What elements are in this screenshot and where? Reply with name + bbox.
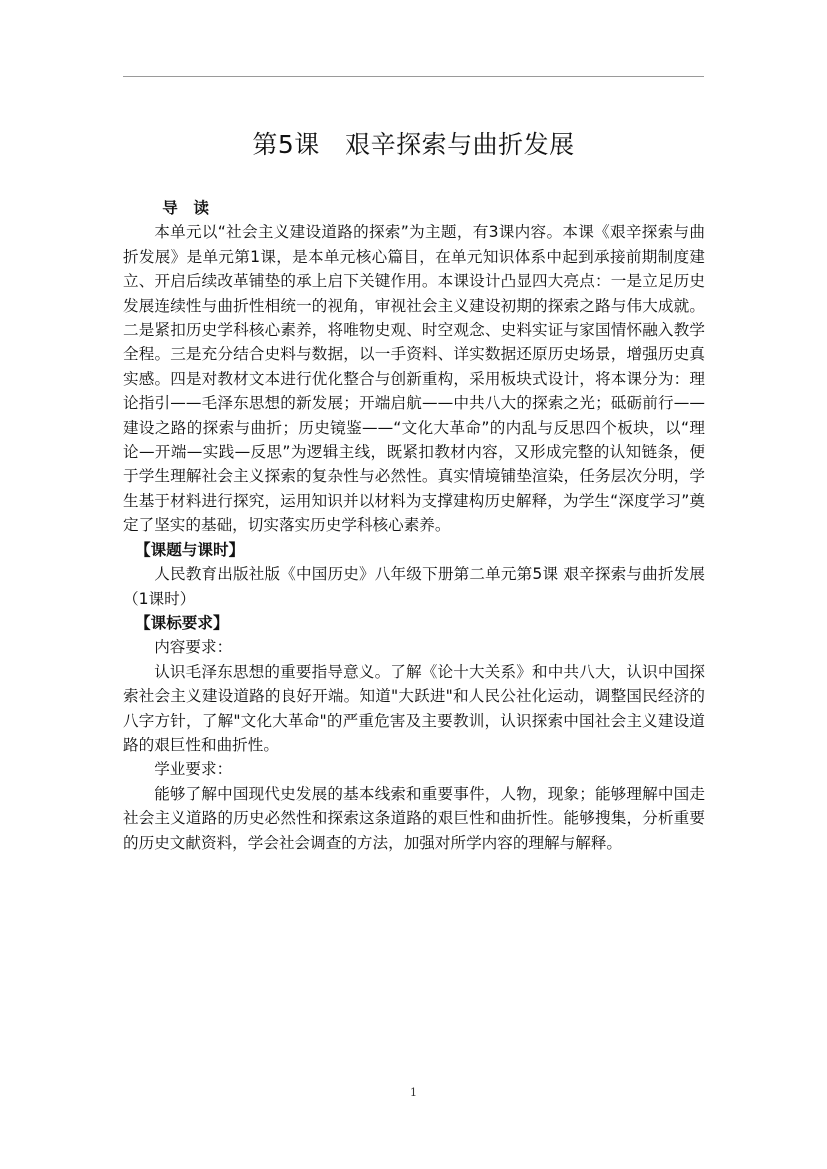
- topic-paragraph: 人民教育出版社版《中国历史》八年级下册第二单元第5课 艰辛探索与曲折发展（1课时）: [123, 565, 705, 608]
- academic-requirements-label: 学业要求：: [154, 760, 233, 779]
- daodu-heading: 导 读: [162, 199, 209, 217]
- topic-heading: 【课题与课时】: [135, 540, 245, 559]
- document-body: [123, 196, 705, 855]
- header-rule: [123, 76, 704, 77]
- daodu-paragraph: 本单元以“社会主义建设道路的探索”为主题，有3课内容。本课《艰辛探索与曲折发展》是单元第1课，是本单元核心篇目，在单元知识体系中起到承接前期制度建立、开启后续改革铺垫的承上启下关键作用。本课设计凸显四大亮点：一是立足历史发展连续性与曲折性相统一的视角，审视社会主义建设初期的探索之路与伟大成就。二是紧扣历史学科核心素养，将唯物史观、时空观念、史料实证与家国情怀融入教学全程。三是充分结合史料与数据，以一手资料、详实数据还原历史场景，增强历史真实感。四是对教材文本进行优化整合与创新重构，采用板块式设计，将本课分为：理论指引——毛泽东思想的新发展；开端启航——中共八大的探索之光；砥砺前行——建设之路的探索与曲折；历史镜鉴——“文化大革命”的内乱与反思四个板块，以“理论—开端—实践—反思”为逻辑主线，既紧扣教材内容，又形成完整的认知链条，便于学生理解社会主义探索的复杂性与必然性。真实情境铺垫渲染，任务层次分明，学生基于材料进行探究，运用知识并以材料为支撑建构历史解释，为学生“深度学习”奠定了坚实的基础，切实落实历史学科核心素养。: [123, 223, 705, 535]
- standards-heading: 【课标要求】: [135, 613, 229, 632]
- page-title: 第5课 艰辛探索与曲折发展: [252, 130, 575, 159]
- academic-requirements-paragraph: 能够了解中国现代史发展的基本线索和重要事件，人物，现象；能够理解中国走社会主义道路的历史必然性和探索这条道路的艰巨性和曲折性。能够搜集，分析重要的历史文献资料，学会社会调查的方法，加强对所学内容的理解与解释。: [123, 784, 705, 852]
- content-requirements-label: 内容要求：: [154, 638, 233, 657]
- content-requirements-paragraph: 认识毛泽东思想的重要指导意义。了解《论十大关系》和中共八大，认识中国探索社会主义建设道路的良好开端。知道"大跃进"和人民公社化运动，调整国民经济的八字方针，了解"文化大革命"的严重危害及主要教训，认识探索中国社会主义建设道路的艰巨性和曲折性。: [123, 662, 705, 754]
- page-number: 1: [410, 1086, 417, 1099]
